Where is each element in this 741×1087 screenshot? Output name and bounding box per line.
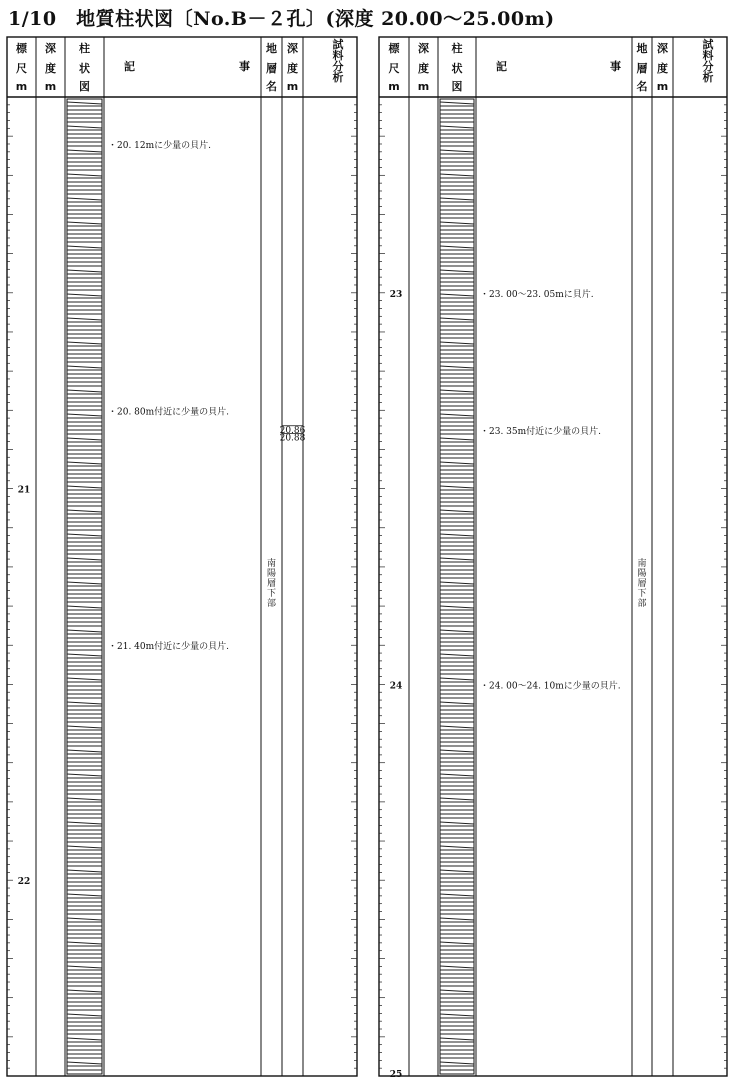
lithology-hatch [440, 198, 474, 200]
layer-name-char: 南 [266, 559, 277, 569]
panel-frame [379, 37, 727, 1076]
lithology-hatch [440, 222, 474, 224]
header-scale-char: 尺 [388, 62, 400, 75]
lithology-hatch [67, 270, 102, 272]
log-panel-left [7, 37, 357, 1076]
lithology-hatch [440, 822, 474, 824]
header-analysis-char: 析 [332, 71, 344, 84]
lithology-hatch [440, 390, 474, 392]
lithology-hatch [67, 702, 102, 704]
lithology-hatch [440, 438, 474, 440]
note-text: ・20. 12mに少量の貝片. [108, 140, 212, 151]
header-scale-char: 標 [16, 42, 27, 55]
lithology-hatch [440, 846, 474, 848]
header-layer-char: 名 [636, 80, 648, 93]
lithology-hatch [440, 798, 474, 800]
lithology-hatch [67, 510, 102, 512]
lithology-hatch [67, 102, 102, 104]
header-depth2-char: 深 [657, 42, 668, 55]
header-column-char: 状 [451, 62, 463, 75]
lithology-hatch [440, 1014, 474, 1016]
lithology-hatch [67, 630, 102, 632]
header-scale-char: m [388, 80, 400, 93]
lithology-hatch [440, 486, 474, 488]
lithology-hatch [67, 558, 102, 560]
lithology-hatch [67, 798, 102, 800]
lithology-hatch [67, 726, 102, 728]
layer-name-char: 下 [637, 589, 647, 599]
header-analysis-char: 料 [702, 49, 714, 62]
lithology-hatch [67, 174, 102, 176]
layer-name-char: 部 [637, 599, 647, 609]
lithology-hatch [67, 246, 102, 248]
lithology-hatch [440, 174, 474, 176]
note-text: ・20. 80m付近に少量の貝片. [108, 407, 230, 418]
lithology-hatch [440, 966, 474, 968]
header-layer-char: 地 [266, 42, 277, 55]
lithology-hatch [440, 246, 474, 248]
header-notes-left: 記 [124, 60, 135, 73]
note-text: ・23. 35m付近に少量の貝片. [480, 426, 602, 437]
lithology-hatch [440, 654, 474, 656]
lithology-hatch [67, 486, 102, 488]
lithology-hatch [440, 606, 474, 608]
lithology-hatch [440, 678, 474, 680]
lithology-hatch [67, 894, 102, 896]
lithology-hatch [440, 726, 474, 728]
lithology-hatch [440, 942, 474, 944]
scale-label: 23 [389, 289, 403, 300]
lithology-hatch [67, 390, 102, 392]
lithology-hatch [440, 126, 474, 128]
lithology-hatch [67, 366, 102, 368]
lithology-hatch [67, 846, 102, 848]
note-text: ・21. 40m付近に少量の貝片. [108, 642, 230, 653]
layer-name-char: 層 [637, 579, 647, 589]
lithology-hatch [67, 198, 102, 200]
panel-frame [7, 37, 357, 1076]
lithology-column [67, 99, 102, 1074]
lithology-hatch [67, 318, 102, 320]
scale-label: 22 [17, 877, 31, 888]
lithology-hatch [440, 894, 474, 896]
log-panel-right [379, 37, 727, 1080]
lithology-hatch [67, 1062, 102, 1064]
lithology-hatch [67, 414, 102, 416]
lithology-hatch [440, 102, 474, 104]
lithology-hatch [440, 870, 474, 872]
lithology-hatch [67, 294, 102, 296]
lithology-hatch [440, 990, 474, 992]
header-depth-char: 度 [418, 62, 429, 75]
lithology-hatch [67, 462, 102, 464]
lithology-hatch [440, 630, 474, 632]
lithology-hatch [440, 534, 474, 536]
lithology-hatch [440, 510, 474, 512]
header-analysis-char: 試 [702, 38, 714, 51]
lithology-hatch [440, 582, 474, 584]
lithology-hatch [440, 366, 474, 368]
lithology-hatch [440, 414, 474, 416]
lithology-hatch [440, 1038, 474, 1040]
lithology-hatch [67, 822, 102, 824]
lithology-hatch [67, 222, 102, 224]
page-title: 1/10 地質柱状図〔No.B－２孔〕(深度 20.00～25.00m) [8, 8, 555, 30]
header-depth-char: 深 [418, 42, 429, 55]
note-text: ・23. 00～23. 05mに貝片. [480, 289, 594, 300]
lithology-hatch [67, 990, 102, 992]
scale-label: 24 [389, 681, 403, 692]
lithology-hatch [67, 870, 102, 872]
header-depth-char: 深 [45, 42, 56, 55]
lithology-hatch [67, 654, 102, 656]
lithology-hatch [67, 966, 102, 968]
lithology-hatch [67, 1014, 102, 1016]
sample-depth-label: 20.88 [279, 433, 306, 444]
lithology-hatch [67, 918, 102, 920]
scale-label: 21 [17, 485, 31, 496]
header-layer-char: 層 [266, 62, 277, 75]
header-column-char: 図 [79, 80, 90, 93]
scale-label: 25 [389, 1070, 403, 1080]
lithology-hatch [440, 462, 474, 464]
lithology-hatch [440, 342, 474, 344]
header-scale-char: 尺 [16, 62, 27, 75]
lithology-hatch [67, 774, 102, 776]
header-layer-char: 層 [636, 62, 648, 75]
header-depth2-char: 度 [657, 62, 668, 75]
header-column-char: 図 [451, 80, 463, 93]
lithology-hatch [440, 702, 474, 704]
lithology-hatch [67, 942, 102, 944]
lithology-hatch [440, 270, 474, 272]
lithology-hatch [67, 678, 102, 680]
header-column-char: 状 [79, 62, 90, 75]
lithology-hatch [440, 294, 474, 296]
header-layer-char: 名 [266, 80, 277, 93]
header-layer-char: 地 [636, 42, 648, 55]
header-notes-left: 記 [496, 60, 507, 73]
header-scale-char: m [15, 80, 28, 93]
layer-name-char: 層 [266, 579, 277, 589]
header-depth-char: m [417, 80, 430, 93]
lithology-hatch [67, 126, 102, 128]
sample-depth-label: 20.86 [279, 425, 306, 436]
header-analysis-char: 分 [702, 60, 714, 73]
header-analysis-char: 料 [332, 49, 344, 62]
layer-name-char: 南 [637, 559, 647, 569]
header-notes-right: 事 [239, 60, 250, 73]
lithology-hatch [440, 318, 474, 320]
note-text: ・24. 00～24. 10mに少量の貝片. [480, 681, 621, 692]
header-scale-char: 標 [388, 42, 400, 55]
lithology-hatch [67, 150, 102, 152]
lithology-hatch [67, 342, 102, 344]
header-column-char: 柱 [79, 42, 90, 55]
lithology-hatch [440, 150, 474, 152]
header-depth2-char: m [286, 80, 299, 93]
lithology-hatch [67, 438, 102, 440]
lithology-hatch [440, 774, 474, 776]
lithology-hatch [440, 1062, 474, 1064]
header-analysis-char: 試 [332, 38, 344, 51]
header-analysis-char: 析 [702, 71, 714, 84]
header-depth2-char: 度 [287, 62, 298, 75]
lithology-hatch [440, 918, 474, 920]
lithology-hatch [67, 606, 102, 608]
layer-name-char: 陽 [266, 569, 277, 579]
layer-name-char: 下 [266, 589, 277, 599]
header-notes-right: 事 [610, 60, 621, 73]
header-column-char: 柱 [451, 42, 463, 55]
lithology-hatch [440, 750, 474, 752]
lithology-hatch [440, 558, 474, 560]
lithology-hatch [67, 750, 102, 752]
lithology-column [440, 99, 474, 1074]
header-depth-char: m [44, 80, 57, 93]
header-depth2-char: m [656, 80, 669, 93]
lithology-hatch [67, 1038, 102, 1040]
lithology-hatch [67, 582, 102, 584]
layer-name-char: 陽 [637, 569, 647, 579]
header-depth-char: 度 [45, 62, 56, 75]
layer-name-char: 部 [266, 599, 277, 609]
header-depth2-char: 深 [287, 42, 298, 55]
lithology-hatch [67, 534, 102, 536]
header-analysis-char: 分 [332, 60, 344, 73]
